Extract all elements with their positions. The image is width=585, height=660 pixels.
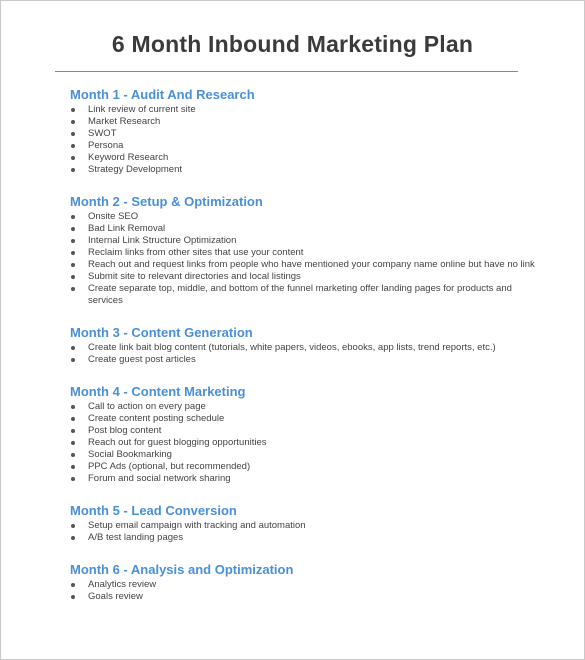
- list-item: Market Research: [70, 116, 540, 128]
- list-item: Create guest post articles: [70, 354, 540, 366]
- section-month-1: [70, 87, 540, 176]
- list-item: Strategy Development: [70, 164, 540, 176]
- list-item: SWOT: [70, 128, 540, 140]
- section-month-2: [70, 194, 540, 307]
- list-item: Social Bookmarking: [70, 449, 540, 461]
- section-heading: Month 2 - Setup & Optimization: [70, 194, 263, 209]
- list-item: Submit site to relevant directories and local listings: [70, 271, 540, 283]
- list-item: Persona: [70, 140, 540, 152]
- bullet-list: [70, 211, 540, 307]
- page-title: 6 Month Inbound Marketing Plan: [111, 31, 474, 57]
- list-item: Post blog content: [70, 425, 540, 437]
- list-item: Reach out for guest blogging opportunities: [70, 437, 540, 449]
- list-item: Create content posting schedule: [70, 413, 540, 425]
- list-item: PPC Ads (optional, but recommended): [70, 461, 540, 473]
- bullet-list: [70, 401, 540, 485]
- list-item: Reach out and request links from people who have mentioned your company name online but have no link: [70, 259, 540, 271]
- list-item: Create separate top, middle, and bottom of the funnel marketing offer landing pages for products and services: [70, 283, 540, 307]
- list-item: Bad Link Removal: [70, 223, 540, 235]
- section-month-6: [70, 562, 540, 603]
- list-item: Analytics review: [70, 579, 540, 591]
- section-month-3: [70, 325, 540, 366]
- bullet-list: [70, 342, 540, 366]
- section-heading: Month 5 - Lead Conversion: [70, 503, 237, 518]
- section-month-5: [70, 503, 540, 544]
- bullet-list: [70, 520, 540, 544]
- list-item: Forum and social network sharing: [70, 473, 540, 485]
- list-item: Goals review: [70, 591, 540, 603]
- list-item: Setup email campaign with tracking and automation: [70, 520, 540, 532]
- list-item: Link review of current site: [70, 104, 540, 116]
- section-heading: Month 1 - Audit And Research: [70, 87, 255, 102]
- section-heading: Month 3 - Content Generation: [70, 325, 253, 340]
- section-month-4: [70, 384, 540, 485]
- bullet-list: [70, 104, 540, 176]
- section-heading: Month 6 - Analysis and Optimization: [70, 562, 294, 577]
- list-item: Internal Link Structure Optimization: [70, 235, 540, 247]
- list-item: Call to action on every page: [70, 401, 540, 413]
- bullet-list: [70, 579, 540, 603]
- section-heading: Month 4 - Content Marketing: [70, 384, 246, 399]
- list-item: Keyword Research: [70, 152, 540, 164]
- list-item: Onsite SEO: [70, 211, 540, 223]
- plan-sections: [70, 87, 540, 603]
- list-item: Reclaim links from other sites that use your content: [70, 247, 540, 259]
- title-divider: [55, 71, 518, 72]
- list-item: A/B test landing pages: [70, 532, 540, 544]
- list-item: Create link bait blog content (tutorials, white papers, videos, ebooks, app lists, trend reports, etc.): [70, 342, 540, 354]
